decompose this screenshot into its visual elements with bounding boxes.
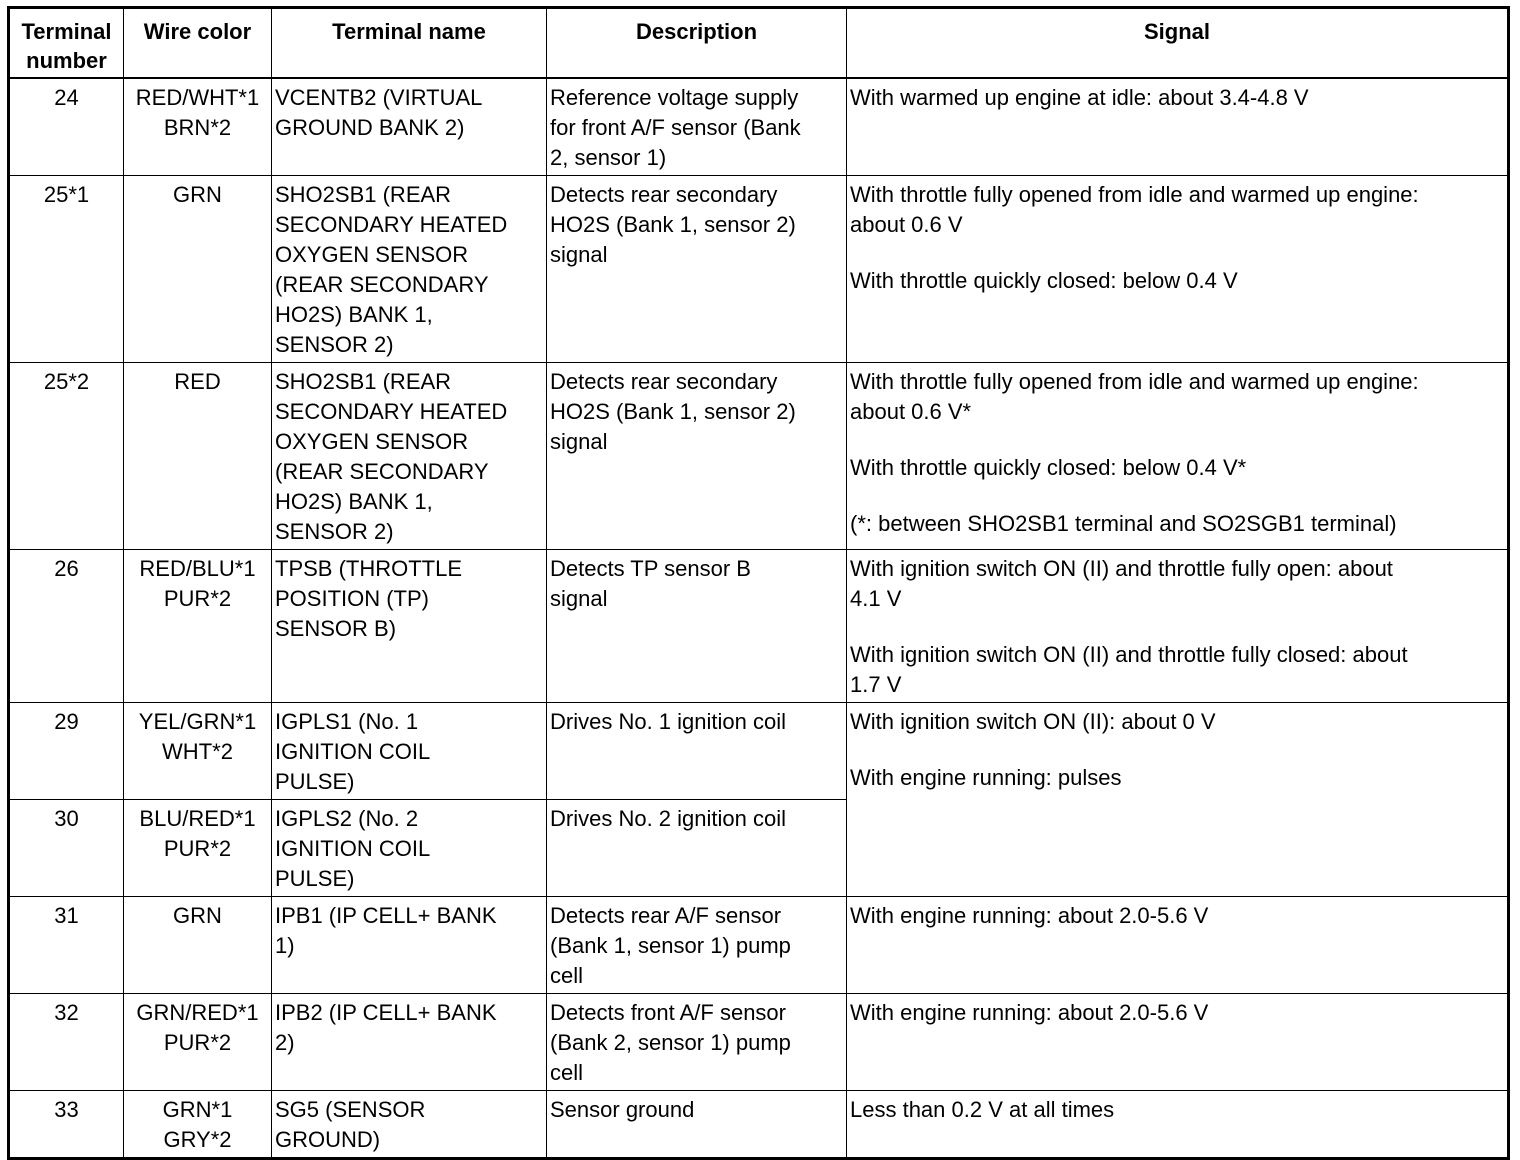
description-cell: Drives No. 1 ignition coil <box>547 703 847 800</box>
terminal-name-cell: SG5 (SENSOR GROUND) <box>272 1091 547 1159</box>
wire-color-cell: YEL/GRN*1 WHT*2 <box>124 703 272 800</box>
description-cell: Detects TP sensor B signal <box>547 550 847 703</box>
terminal-number-cell: 31 <box>9 897 124 994</box>
description-cell: Reference voltage supply for front A/F sensor (Bank 2, sensor 1) <box>547 78 847 176</box>
signal-text: With throttle quickly closed: below 0.4 V* <box>850 455 1247 480</box>
header-row <box>9 8 1509 79</box>
table-row <box>9 550 1509 703</box>
signal-cell <box>847 994 1509 1091</box>
table-row <box>9 994 1509 1091</box>
header-wire-color: Wire color <box>124 8 272 79</box>
signal-text: With throttle fully opened from idle and warmed up engine: about 0.6 V* <box>850 369 1419 424</box>
table-row <box>9 78 1509 176</box>
terminal-name-cell: SHO2SB1 (REAR SECONDARY HEATED OXYGEN SENSOR (REAR SECONDARY HO2S) BANK 1, SENSOR 2) <box>272 176 547 363</box>
description-cell: Detects rear secondary HO2S (Bank 1, sensor 2) signal <box>547 176 847 363</box>
description-cell: Sensor ground <box>547 1091 847 1159</box>
description-cell: Detects rear A/F sensor (Bank 1, sensor 1) pump cell <box>547 897 847 994</box>
terminal-number-cell: 25*1 <box>9 176 124 363</box>
signal-cell <box>847 78 1509 176</box>
table-row <box>9 176 1509 363</box>
wire-color-cell: GRN <box>124 176 272 363</box>
wire-color-cell: GRN/RED*1 PUR*2 <box>124 994 272 1091</box>
header-terminal-number: Terminal number <box>9 8 124 79</box>
signal-cell <box>847 703 1509 897</box>
signal-cell <box>847 176 1509 363</box>
signal-text: With throttle quickly closed: below 0.4 V <box>850 268 1238 293</box>
signal-text: With engine running: pulses <box>850 765 1122 790</box>
terminal-number-cell: 30 <box>9 800 124 897</box>
signal-cell <box>847 550 1509 703</box>
table-row <box>9 363 1509 550</box>
terminal-name-cell: IPB2 (IP CELL+ BANK 2) <box>272 994 547 1091</box>
terminal-number-cell: 25*2 <box>9 363 124 550</box>
signal-text: With ignition switch ON (II) and throttle fully open: about 4.1 V <box>850 556 1393 611</box>
signal-text: With throttle fully opened from idle and warmed up engine: about 0.6 V <box>850 182 1419 237</box>
terminal-table <box>7 6 1510 1160</box>
terminal-name-cell: VCENTB2 (VIRTUAL GROUND BANK 2) <box>272 78 547 176</box>
terminal-number-cell: 32 <box>9 994 124 1091</box>
description-cell: Detects rear secondary HO2S (Bank 1, sensor 2) signal <box>547 363 847 550</box>
wire-color-cell: RED/BLU*1 PUR*2 <box>124 550 272 703</box>
wire-color-cell: RED/WHT*1 BRN*2 <box>124 78 272 176</box>
description-cell: Drives No. 2 ignition coil <box>547 800 847 897</box>
signal-text: Less than 0.2 V at all times <box>850 1097 1115 1122</box>
terminal-number-cell: 29 <box>9 703 124 800</box>
signal-cell <box>847 897 1509 994</box>
wire-color-cell: RED <box>124 363 272 550</box>
table-row <box>9 703 1509 800</box>
description-cell: Detects front A/F sensor (Bank 2, sensor 1) pump cell <box>547 994 847 1091</box>
signal-text: With engine running: about 2.0-5.6 V <box>850 1000 1209 1025</box>
terminal-number-cell: 24 <box>9 78 124 176</box>
signal-text: With warmed up engine at idle: about 3.4-4.8 V <box>850 85 1309 110</box>
table-row <box>9 897 1509 994</box>
terminal-name-cell: IGPLS2 (No. 2 IGNITION COIL PULSE) <box>272 800 547 897</box>
terminal-name-cell: IGPLS1 (No. 1 IGNITION COIL PULSE) <box>272 703 547 800</box>
signal-cell <box>847 363 1509 550</box>
header-signal: Signal <box>847 8 1509 79</box>
header-description: Description <box>547 8 847 79</box>
signal-text: With engine running: about 2.0-5.6 V <box>850 903 1209 928</box>
terminal-name-cell: TPSB (THROTTLE POSITION (TP) SENSOR B) <box>272 550 547 703</box>
terminal-number-cell: 33 <box>9 1091 124 1159</box>
signal-cell <box>847 1091 1509 1159</box>
table-row <box>9 1091 1509 1159</box>
signal-text: With ignition switch ON (II) and throttle fully closed: about 1.7 V <box>850 642 1408 697</box>
terminal-name-cell: IPB1 (IP CELL+ BANK 1) <box>272 897 547 994</box>
header-terminal-name: Terminal name <box>272 8 547 79</box>
signal-text: With ignition switch ON (II): about 0 V <box>850 709 1216 734</box>
signal-text: (*: between SHO2SB1 terminal and SO2SGB1 terminal) <box>850 511 1397 536</box>
terminal-number-cell: 26 <box>9 550 124 703</box>
wire-color-cell: GRN <box>124 897 272 994</box>
wire-color-cell: BLU/RED*1 PUR*2 <box>124 800 272 897</box>
terminal-name-cell: SHO2SB1 (REAR SECONDARY HEATED OXYGEN SENSOR (REAR SECONDARY HO2S) BANK 1, SENSOR 2) <box>272 363 547 550</box>
wire-color-cell: GRN*1 GRY*2 <box>124 1091 272 1159</box>
